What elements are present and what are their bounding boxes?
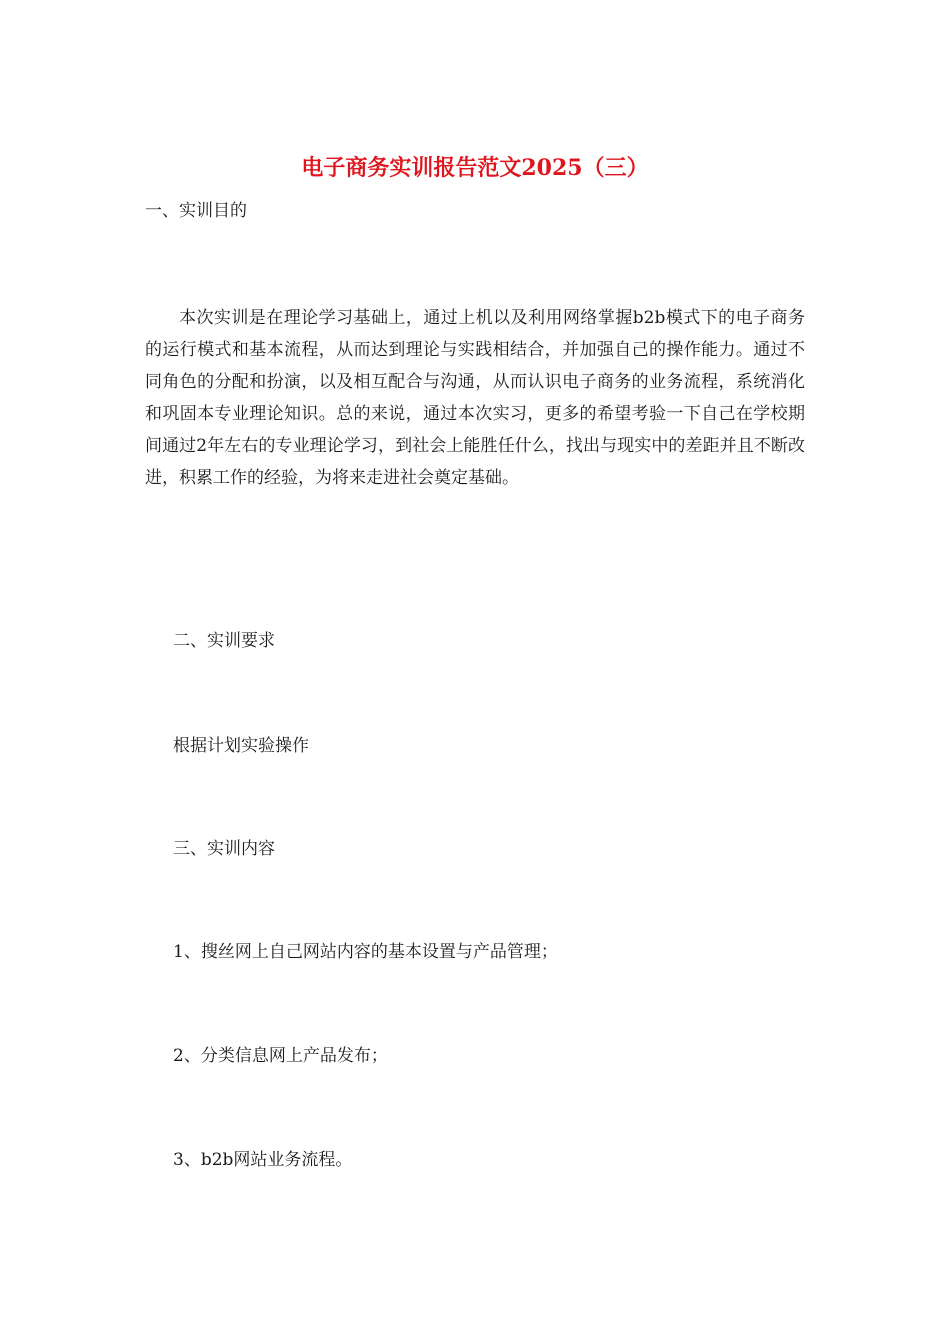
section-2-heading: 二、实训要求 [173,631,275,651]
document-title: 电子商务实训报告范文2025（三） [301,155,649,181]
list-item: 2、分类信息网上产品发布； [173,1046,388,1066]
section-2-text: 根据计划实验操作 [173,736,309,756]
section-3-heading: 三、实训内容 [173,839,275,859]
list-item: 3、b2b网站业务流程。 [173,1150,353,1170]
list-item: 1、搜丝网上自己网站内容的基本设置与产品管理； [173,942,558,962]
section-1-paragraph: 本次实训是在理论学习基础上，通过上机以及利用网络掌握b2b模式下的电子商务的运行模式和基本流程，从而达到理论与实践相结合，并加强自己的操作能力。通过不同角色的分配和扮演，以及相互配合与沟通，从而认识电子商务的业务流程，系统消化和巩固本专业理论知识。总的来说，通过本次实习，更多的希望考验一下自己在学校期间通过2年左右的专业理论学习，到社会上能胜任什么，找出与现实中的差距并且不断改进，积累工作的经验，为将来走进社会奠定基础。 [145,308,805,488]
section-1-heading: 一、实训目的 [145,201,247,221]
